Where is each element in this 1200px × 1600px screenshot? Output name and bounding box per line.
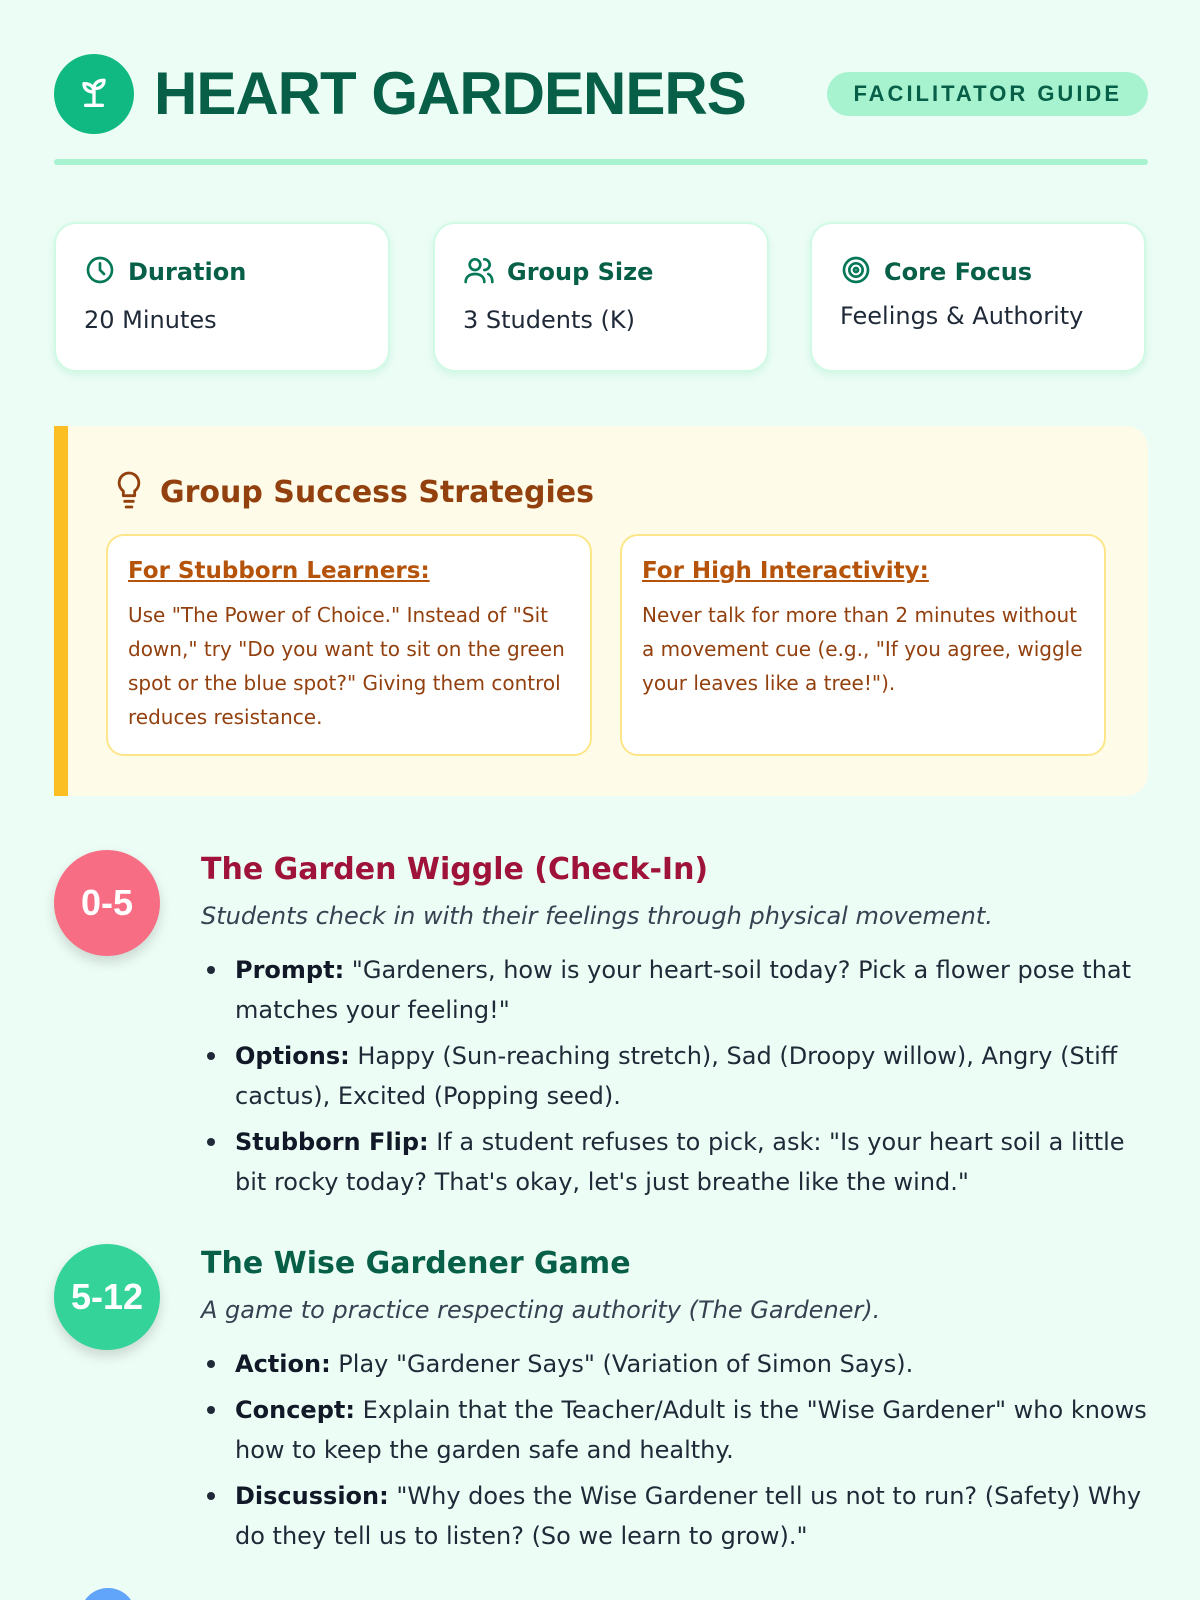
- lightbulb-icon: [112, 470, 146, 514]
- strategies-title: Group Success Strategies: [160, 474, 594, 510]
- section-list: [201, 950, 1151, 1208]
- strategy-heading: For High Interactivity:: [642, 558, 929, 584]
- strategies-panel: [54, 426, 1148, 796]
- clock-icon: [84, 254, 116, 290]
- item-label: Stubborn Flip:: [235, 1128, 429, 1156]
- info-card-value: 20 Minutes: [84, 306, 217, 334]
- list-item: [201, 1122, 1151, 1202]
- header: [54, 54, 1148, 134]
- info-card-duration: [54, 222, 390, 372]
- item-text: Happy (Sun-reaching stretch), Sad (Droopy willow), Angry (Stiff cactus), Excited (Popping seed).: [235, 1042, 1118, 1110]
- info-card-value: Feelings & Authority: [840, 302, 1084, 330]
- strategy-box-interactivity: [620, 534, 1106, 756]
- logo: [54, 54, 134, 134]
- list-item: [201, 1344, 1151, 1384]
- guide-badge: FACILITATOR GUIDE: [827, 72, 1148, 116]
- header-divider: [54, 159, 1148, 165]
- list-item: [201, 1036, 1151, 1116]
- info-card-group-size: [433, 222, 769, 372]
- page-title: HEART GARDENERS: [154, 60, 746, 127]
- strategy-body: Use "The Power of Choice." Instead of "Sit down," try "Do you want to sit on the green spot or the blue spot?" Giving them control reduces resistance.: [128, 603, 565, 729]
- section-list: [201, 1344, 1151, 1562]
- list-item: [201, 1390, 1151, 1470]
- list-item: [201, 1476, 1151, 1556]
- strategy-heading: For Stubborn Learners:: [128, 558, 430, 584]
- section-subtitle: Students check in with their feelings through physical movement.: [201, 902, 993, 930]
- section-title: The Wise Gardener Game: [201, 1246, 631, 1281]
- info-card-label: Core Focus: [884, 258, 1033, 286]
- item-label: Action:: [235, 1350, 331, 1378]
- users-icon: [463, 254, 495, 290]
- item-label: Concept:: [235, 1396, 355, 1424]
- item-label: Discussion:: [235, 1482, 389, 1510]
- info-card-core-focus: [810, 222, 1146, 372]
- section-title: The Garden Wiggle (Check-In): [201, 852, 709, 887]
- item-text: If a student refuses to pick, ask: "Is your heart soil a little bit rocky today? That's okay, let's just breathe like the wind.": [235, 1128, 1125, 1196]
- item-text: Explain that the Teacher/Adult is the "Wise Gardener" who knows how to keep the garden safe and healthy.: [235, 1396, 1147, 1464]
- item-text: Play "Gardener Says" (Variation of Simon Says).: [330, 1350, 914, 1378]
- strategy-body: Never talk for more than 2 minutes without a movement cue (e.g., "If you agree, wiggle your leaves like a tree!").: [642, 603, 1083, 695]
- info-card-label: Group Size: [507, 258, 654, 286]
- sprout-icon: [74, 72, 114, 116]
- info-card-label: Duration: [128, 258, 247, 286]
- info-card-value: 3 Students (K): [463, 306, 635, 334]
- time-badge: 5-12: [54, 1244, 160, 1350]
- item-label: Options:: [235, 1042, 350, 1070]
- item-text: "Gardeners, how is your heart-soil today? Pick a flower pose that matches your feeling!": [235, 956, 1132, 1024]
- item-label: Prompt:: [235, 956, 345, 984]
- target-icon: [840, 254, 872, 290]
- next-section-badge: [80, 1588, 136, 1600]
- section-subtitle: A game to practice respecting authority (The Gardener).: [201, 1296, 881, 1324]
- item-text: "Why does the Wise Gardener tell us not to run? (Safety) Why do they tell us to listen? (So we learn to grow).": [235, 1482, 1142, 1550]
- list-item: [201, 950, 1151, 1030]
- info-cards: [54, 222, 1148, 372]
- strategy-box-stubborn: [106, 534, 592, 756]
- time-badge: 0-5: [54, 850, 160, 956]
